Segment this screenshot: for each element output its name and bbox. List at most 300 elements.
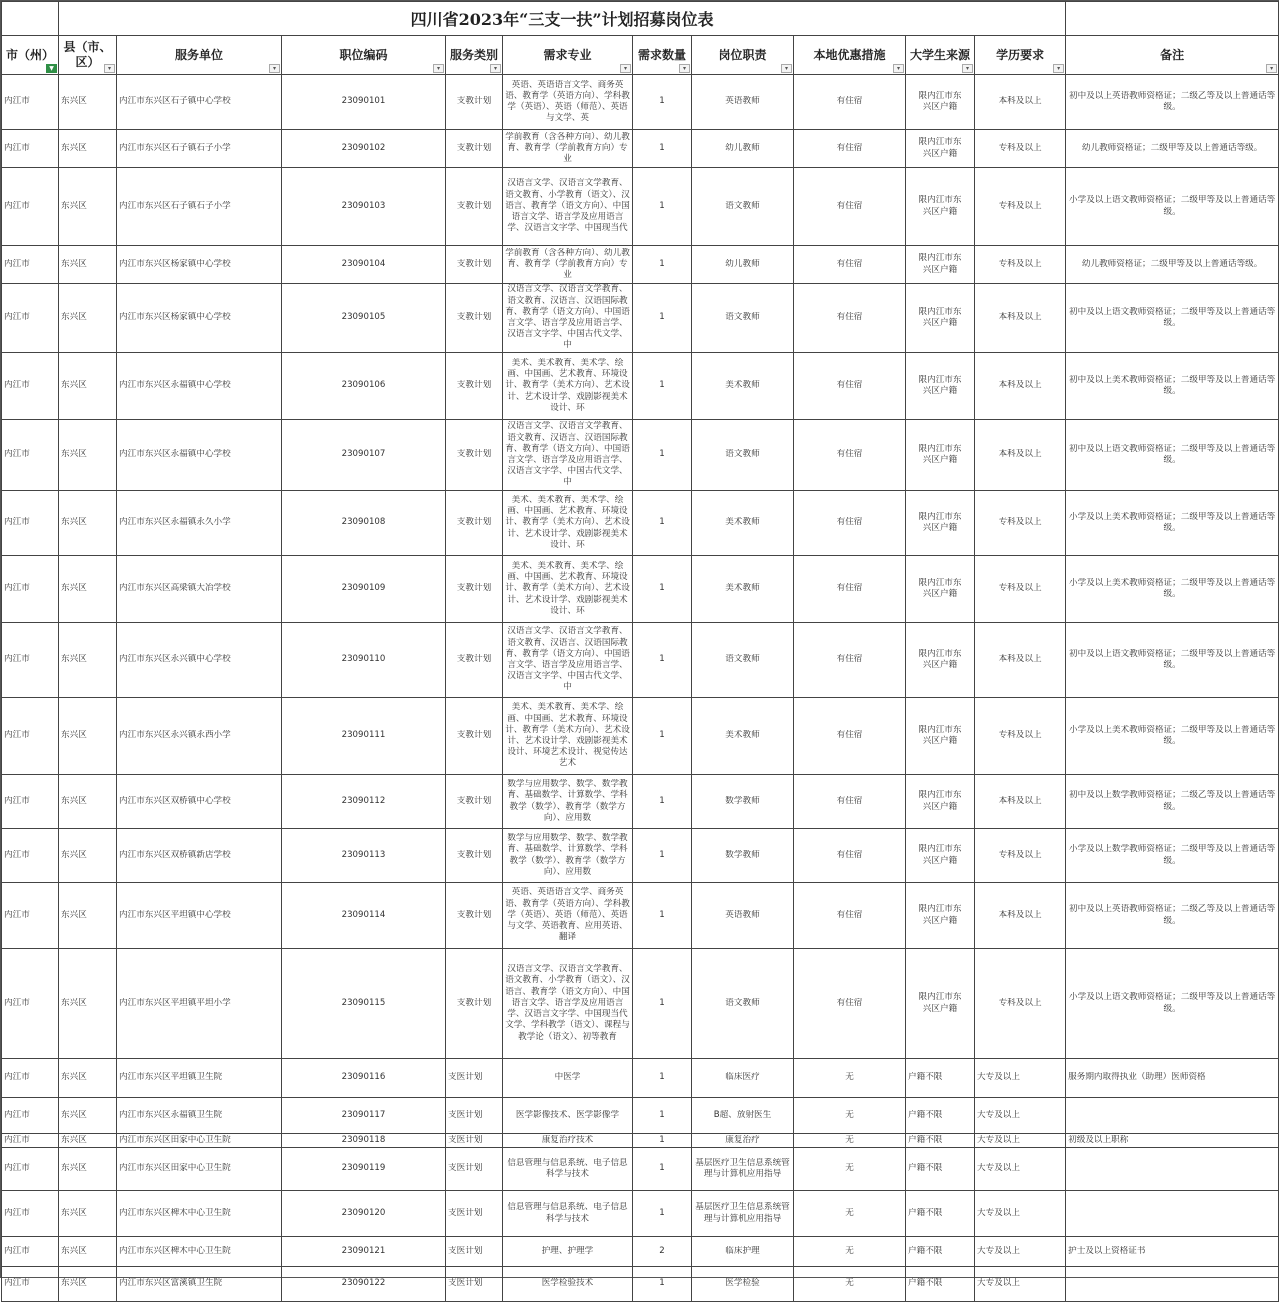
category-cell[interactable]	[446, 623, 503, 698]
note-cell[interactable]	[1066, 775, 1279, 829]
county-cell[interactable]	[59, 353, 117, 420]
city-cell[interactable]	[2, 1148, 59, 1191]
duty-cell[interactable]	[692, 1059, 794, 1098]
benefit-cell[interactable]	[794, 420, 906, 491]
dropdown-arrow-icon[interactable]: ▾	[962, 64, 973, 73]
county-cell[interactable]	[59, 1059, 117, 1098]
unit-cell-text: 内江市东兴区石子镇中心学校	[119, 96, 231, 107]
city-cell[interactable]	[2, 420, 59, 491]
duty-cell[interactable]	[692, 168, 794, 246]
category-cell[interactable]	[446, 1098, 503, 1134]
code-cell[interactable]	[282, 1267, 446, 1302]
benefit-cell[interactable]	[794, 1191, 906, 1237]
unit-cell-text: 内江市东兴区永福镇中心学校	[119, 449, 231, 460]
duty-cell[interactable]	[692, 829, 794, 883]
edu-cell[interactable]	[975, 949, 1066, 1059]
source-cell[interactable]	[906, 1191, 975, 1237]
source-cell[interactable]	[906, 1098, 975, 1134]
code-cell[interactable]	[282, 1237, 446, 1267]
qty-cell[interactable]	[633, 420, 692, 491]
edu-cell[interactable]	[975, 775, 1066, 829]
source-cell[interactable]	[906, 775, 975, 829]
category-cell[interactable]	[446, 420, 503, 491]
city-cell[interactable]	[2, 949, 59, 1059]
county-cell[interactable]	[59, 75, 117, 130]
unit-cell[interactable]	[117, 829, 282, 883]
qty-cell[interactable]	[633, 75, 692, 130]
note-cell[interactable]	[1066, 623, 1279, 698]
edu-cell[interactable]	[975, 168, 1066, 246]
major-cell[interactable]	[503, 420, 633, 491]
note-cell[interactable]	[1066, 1148, 1279, 1191]
source-cell[interactable]	[906, 556, 975, 623]
qty-cell[interactable]	[633, 1191, 692, 1237]
county-cell-text: 东兴区	[61, 258, 87, 269]
edu-cell-text: 大专及以上	[977, 1134, 1020, 1145]
corner-cell[interactable]	[2, 2, 59, 36]
edu-cell[interactable]	[975, 1148, 1066, 1191]
qty-cell[interactable]	[633, 698, 692, 775]
category-cell[interactable]	[446, 168, 503, 246]
source-cell[interactable]	[906, 75, 975, 130]
unit-cell[interactable]	[117, 883, 282, 949]
source-cell[interactable]	[906, 284, 975, 353]
code-cell[interactable]	[282, 491, 446, 556]
unit-cell[interactable]	[117, 1237, 282, 1267]
dropdown-arrow-icon[interactable]: ▾	[620, 64, 631, 73]
unit-cell-text: 内江市东兴区田家中心卫生院	[119, 1134, 231, 1145]
note-cell[interactable]	[1066, 491, 1279, 556]
unit-cell[interactable]	[117, 130, 282, 168]
qty-cell[interactable]	[633, 623, 692, 698]
code-cell[interactable]	[282, 420, 446, 491]
unit-cell[interactable]	[117, 1134, 282, 1148]
dropdown-arrow-icon[interactable]: ▾	[269, 64, 280, 73]
source-cell[interactable]	[906, 168, 975, 246]
major-cell[interactable]	[503, 75, 633, 130]
edu-cell[interactable]	[975, 883, 1066, 949]
qty-cell[interactable]	[633, 1237, 692, 1267]
source-cell[interactable]	[906, 949, 975, 1059]
benefit-cell[interactable]	[794, 775, 906, 829]
edu-cell[interactable]	[975, 698, 1066, 775]
duty-cell[interactable]	[692, 1098, 794, 1134]
category-cell[interactable]	[446, 75, 503, 130]
edu-cell[interactable]	[975, 1059, 1066, 1098]
edu-cell[interactable]	[975, 130, 1066, 168]
major-cell[interactable]	[503, 1148, 633, 1191]
county-cell[interactable]	[59, 829, 117, 883]
unit-cell[interactable]	[117, 698, 282, 775]
unit-cell-text: 内江市东兴区平坦镇卫生院	[119, 1072, 223, 1083]
benefit-cell[interactable]	[794, 75, 906, 130]
benefit-cell[interactable]	[794, 246, 906, 284]
source-cell[interactable]	[906, 698, 975, 775]
category-cell[interactable]	[446, 1148, 503, 1191]
dropdown-arrow-icon[interactable]: ▾	[781, 64, 792, 73]
source-cell[interactable]	[906, 353, 975, 420]
duty-cell[interactable]	[692, 623, 794, 698]
unit-cell[interactable]	[117, 556, 282, 623]
city-cell[interactable]	[2, 556, 59, 623]
duty-cell[interactable]	[692, 284, 794, 353]
duty-cell[interactable]	[692, 246, 794, 284]
major-cell[interactable]	[503, 883, 633, 949]
major-cell[interactable]	[503, 623, 633, 698]
benefit-cell[interactable]	[794, 1237, 906, 1267]
category-cell-text: 支教计划	[456, 96, 492, 107]
benefit-cell[interactable]	[794, 1148, 906, 1191]
dropdown-arrow-icon[interactable]: ▾	[893, 64, 904, 73]
qty-cell-text: 1	[659, 380, 665, 391]
county-cell[interactable]	[59, 623, 117, 698]
duty-cell[interactable]	[692, 130, 794, 168]
edu-cell[interactable]	[975, 1191, 1066, 1237]
code-cell[interactable]	[282, 130, 446, 168]
category-cell[interactable]	[446, 130, 503, 168]
category-cell[interactable]	[446, 1059, 503, 1098]
county-cell[interactable]	[59, 556, 117, 623]
note-cell[interactable]	[1066, 246, 1279, 284]
code-cell[interactable]	[282, 168, 446, 246]
city-cell[interactable]	[2, 623, 59, 698]
source-cell[interactable]	[906, 1148, 975, 1191]
duty-cell[interactable]	[692, 883, 794, 949]
city-cell[interactable]	[2, 75, 59, 130]
note-cell[interactable]	[1066, 130, 1279, 168]
code-cell[interactable]	[282, 623, 446, 698]
code-cell[interactable]	[282, 284, 446, 353]
county-cell[interactable]	[59, 420, 117, 491]
qty-cell[interactable]	[633, 1134, 692, 1148]
qty-cell[interactable]	[633, 883, 692, 949]
major-cell[interactable]	[503, 353, 633, 420]
unit-cell[interactable]	[117, 1148, 282, 1191]
unit-cell[interactable]	[117, 284, 282, 353]
qty-cell[interactable]	[633, 829, 692, 883]
benefit-cell[interactable]	[794, 1134, 906, 1148]
code-cell[interactable]	[282, 775, 446, 829]
benefit-cell[interactable]	[794, 698, 906, 775]
unit-cell[interactable]	[117, 1098, 282, 1134]
city-cell[interactable]	[2, 246, 59, 284]
unit-cell[interactable]	[117, 420, 282, 491]
unit-cell[interactable]	[117, 949, 282, 1059]
county-cell[interactable]	[59, 775, 117, 829]
county-cell[interactable]	[59, 1098, 117, 1134]
benefit-cell[interactable]	[794, 1098, 906, 1134]
city-cell[interactable]	[2, 491, 59, 556]
major-cell[interactable]	[503, 168, 633, 246]
county-cell[interactable]	[59, 1134, 117, 1148]
note-cell[interactable]	[1066, 1059, 1279, 1098]
edu-cell[interactable]	[975, 623, 1066, 698]
city-cell[interactable]	[2, 1267, 59, 1302]
major-cell[interactable]	[503, 829, 633, 883]
duty-cell[interactable]	[692, 420, 794, 491]
city-cell[interactable]	[2, 1059, 59, 1098]
column-header-label: 需求数量	[637, 47, 686, 62]
source-cell[interactable]	[906, 491, 975, 556]
edu-cell[interactable]	[975, 1098, 1066, 1134]
title-row-blank-cell[interactable]	[1066, 2, 1279, 36]
city-cell-text: 内江市	[4, 380, 30, 391]
unit-cell[interactable]	[117, 353, 282, 420]
benefit-cell[interactable]	[794, 353, 906, 420]
category-cell[interactable]	[446, 556, 503, 623]
dropdown-arrow-icon[interactable]: ▾	[104, 64, 115, 73]
major-cell[interactable]	[503, 1059, 633, 1098]
note-cell[interactable]	[1066, 829, 1279, 883]
benefit-cell[interactable]	[794, 491, 906, 556]
category-cell[interactable]	[446, 775, 503, 829]
source-cell[interactable]	[906, 1059, 975, 1098]
major-cell[interactable]	[503, 556, 633, 623]
city-cell[interactable]	[2, 130, 59, 168]
duty-cell[interactable]	[692, 1237, 794, 1267]
note-cell[interactable]	[1066, 1134, 1279, 1148]
major-cell-text: 信息管理与信息系统、电子信息科学与技术	[507, 1157, 628, 1179]
county-cell[interactable]	[59, 883, 117, 949]
county-cell[interactable]	[59, 949, 117, 1059]
major-cell[interactable]	[503, 949, 633, 1059]
major-cell[interactable]	[503, 1267, 633, 1302]
unit-cell[interactable]	[117, 775, 282, 829]
table-row	[2, 353, 1279, 420]
duty-cell[interactable]	[692, 949, 794, 1059]
edu-cell[interactable]	[975, 1134, 1066, 1148]
major-cell[interactable]	[503, 1098, 633, 1134]
code-cell[interactable]	[282, 1148, 446, 1191]
note-cell[interactable]	[1066, 1191, 1279, 1237]
note-cell[interactable]	[1066, 168, 1279, 246]
benefit-cell[interactable]	[794, 130, 906, 168]
county-cell[interactable]	[59, 1267, 117, 1302]
benefit-cell[interactable]	[794, 829, 906, 883]
category-cell[interactable]	[446, 1237, 503, 1267]
duty-cell[interactable]	[692, 1267, 794, 1302]
duty-cell[interactable]	[692, 1148, 794, 1191]
category-cell[interactable]	[446, 284, 503, 353]
benefit-cell[interactable]	[794, 949, 906, 1059]
code-cell[interactable]	[282, 698, 446, 775]
county-cell[interactable]	[59, 284, 117, 353]
benefit-cell[interactable]	[794, 1059, 906, 1098]
duty-cell[interactable]	[692, 556, 794, 623]
unit-cell[interactable]	[117, 75, 282, 130]
duty-cell[interactable]	[692, 353, 794, 420]
major-cell[interactable]	[503, 130, 633, 168]
note-cell[interactable]	[1066, 284, 1279, 353]
county-cell[interactable]	[59, 130, 117, 168]
source-cell[interactable]	[906, 883, 975, 949]
duty-cell-text: 美术教师	[725, 380, 760, 391]
duty-cell[interactable]	[692, 775, 794, 829]
source-cell[interactable]	[906, 130, 975, 168]
major-cell[interactable]	[503, 1237, 633, 1267]
benefit-cell[interactable]	[794, 883, 906, 949]
city-cell[interactable]	[2, 1098, 59, 1134]
source-cell[interactable]	[906, 1134, 975, 1148]
code-cell[interactable]	[282, 1059, 446, 1098]
benefit-cell[interactable]	[794, 623, 906, 698]
code-cell[interactable]	[282, 1098, 446, 1134]
benefit-cell[interactable]	[794, 556, 906, 623]
county-cell[interactable]	[59, 1191, 117, 1237]
duty-cell[interactable]	[692, 1191, 794, 1237]
note-cell[interactable]	[1066, 698, 1279, 775]
unit-cell[interactable]	[117, 1191, 282, 1237]
source-cell[interactable]	[906, 1267, 975, 1302]
county-cell[interactable]	[59, 1148, 117, 1191]
major-cell[interactable]	[503, 246, 633, 284]
note-cell[interactable]	[1066, 949, 1279, 1059]
unit-cell[interactable]	[117, 168, 282, 246]
source-cell[interactable]	[906, 1237, 975, 1267]
county-cell[interactable]	[59, 698, 117, 775]
source-cell-text: 户籍不限	[908, 1245, 943, 1256]
code-cell[interactable]	[282, 556, 446, 623]
category-cell[interactable]	[446, 829, 503, 883]
source-cell[interactable]	[906, 246, 975, 284]
category-cell[interactable]	[446, 491, 503, 556]
note-cell[interactable]	[1066, 556, 1279, 623]
edu-cell[interactable]	[975, 491, 1066, 556]
qty-cell[interactable]	[633, 1098, 692, 1134]
major-cell[interactable]	[503, 1134, 633, 1148]
category-cell[interactable]	[446, 353, 503, 420]
county-cell[interactable]	[59, 1237, 117, 1267]
county-cell[interactable]	[59, 168, 117, 246]
qty-cell[interactable]	[633, 284, 692, 353]
city-cell[interactable]	[2, 1237, 59, 1267]
category-cell[interactable]	[446, 949, 503, 1059]
table-row	[2, 556, 1279, 623]
major-cell[interactable]	[503, 698, 633, 775]
note-cell[interactable]	[1066, 353, 1279, 420]
edu-cell[interactable]	[975, 246, 1066, 284]
code-cell[interactable]	[282, 246, 446, 284]
edu-cell[interactable]	[975, 556, 1066, 623]
benefit-cell[interactable]	[794, 168, 906, 246]
unit-cell[interactable]	[117, 1059, 282, 1098]
city-cell[interactable]	[2, 353, 59, 420]
duty-cell[interactable]	[692, 698, 794, 775]
county-cell[interactable]	[59, 491, 117, 556]
filter-active-icon[interactable]: ▼	[46, 64, 57, 73]
note-cell[interactable]	[1066, 1267, 1279, 1302]
code-cell[interactable]	[282, 1191, 446, 1237]
qty-cell[interactable]	[633, 130, 692, 168]
category-cell-text: 支教计划	[456, 449, 492, 460]
major-cell[interactable]	[503, 775, 633, 829]
category-cell[interactable]	[446, 883, 503, 949]
city-cell[interactable]	[2, 168, 59, 246]
qty-cell[interactable]	[633, 556, 692, 623]
code-cell[interactable]	[282, 883, 446, 949]
qty-cell[interactable]	[633, 168, 692, 246]
qty-cell[interactable]	[633, 246, 692, 284]
city-cell[interactable]	[2, 1191, 59, 1237]
major-cell[interactable]	[503, 284, 633, 353]
county-cell[interactable]	[59, 246, 117, 284]
note-cell[interactable]	[1066, 420, 1279, 491]
table-row	[2, 130, 1279, 168]
city-cell[interactable]	[2, 883, 59, 949]
source-cell[interactable]	[906, 623, 975, 698]
dropdown-arrow-icon[interactable]: ▾	[1053, 64, 1064, 73]
code-cell[interactable]	[282, 829, 446, 883]
category-cell[interactable]	[446, 1134, 503, 1148]
dropdown-arrow-icon[interactable]: ▾	[1266, 64, 1277, 73]
category-cell-text: 支教计划	[456, 142, 492, 153]
qty-cell[interactable]	[633, 1148, 692, 1191]
code-cell[interactable]	[282, 1134, 446, 1148]
unit-cell[interactable]	[117, 491, 282, 556]
major-cell[interactable]	[503, 1191, 633, 1237]
qty-cell[interactable]	[633, 491, 692, 556]
dropdown-arrow-icon[interactable]: ▾	[679, 64, 690, 73]
note-cell[interactable]	[1066, 883, 1279, 949]
note-cell[interactable]	[1066, 75, 1279, 130]
city-cell[interactable]	[2, 775, 59, 829]
source-cell[interactable]	[906, 420, 975, 491]
code-cell[interactable]	[282, 353, 446, 420]
source-cell-text: 户籍不限	[908, 1278, 943, 1289]
edu-cell[interactable]	[975, 284, 1066, 353]
edu-cell[interactable]	[975, 829, 1066, 883]
city-cell[interactable]	[2, 698, 59, 775]
city-cell[interactable]	[2, 284, 59, 353]
category-cell[interactable]	[446, 1267, 503, 1302]
edu-cell[interactable]	[975, 75, 1066, 130]
category-cell[interactable]	[446, 1191, 503, 1237]
note-cell[interactable]	[1066, 1098, 1279, 1134]
edu-cell[interactable]	[975, 1237, 1066, 1267]
city-cell[interactable]	[2, 829, 59, 883]
unit-cell[interactable]	[117, 246, 282, 284]
major-cell[interactable]	[503, 491, 633, 556]
qty-cell[interactable]	[633, 775, 692, 829]
benefit-cell[interactable]	[794, 1267, 906, 1302]
unit-cell[interactable]	[117, 1267, 282, 1302]
benefit-cell[interactable]	[794, 284, 906, 353]
dropdown-arrow-icon[interactable]: ▾	[490, 64, 501, 73]
note-cell[interactable]	[1066, 1237, 1279, 1267]
dropdown-arrow-icon[interactable]: ▾	[433, 64, 444, 73]
code-cell[interactable]	[282, 949, 446, 1059]
category-cell[interactable]	[446, 698, 503, 775]
qty-cell[interactable]	[633, 1267, 692, 1302]
qty-cell[interactable]	[633, 1059, 692, 1098]
city-cell[interactable]	[2, 1134, 59, 1148]
duty-cell[interactable]	[692, 491, 794, 556]
code-cell[interactable]	[282, 75, 446, 130]
city-cell-text: 内江市	[4, 1134, 30, 1145]
edu-cell[interactable]	[975, 353, 1066, 420]
duty-cell[interactable]	[692, 1134, 794, 1148]
qty-cell[interactable]	[633, 353, 692, 420]
unit-cell[interactable]	[117, 623, 282, 698]
edu-cell[interactable]	[975, 420, 1066, 491]
table-row	[2, 1267, 1279, 1302]
duty-cell[interactable]	[692, 75, 794, 130]
category-cell[interactable]	[446, 246, 503, 284]
source-cell[interactable]	[906, 829, 975, 883]
source-cell-text: 户籍不限	[908, 1163, 943, 1174]
edu-cell[interactable]	[975, 1267, 1066, 1302]
qty-cell[interactable]	[633, 949, 692, 1059]
